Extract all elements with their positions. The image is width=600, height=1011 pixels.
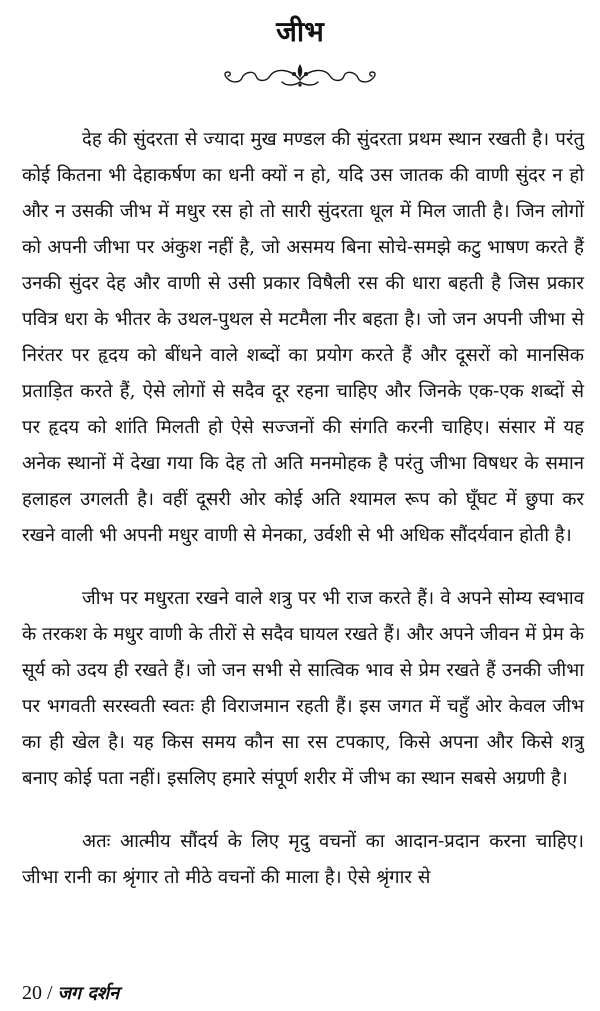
page-footer [22,980,119,1007]
scroll-flourish-icon [220,60,380,92]
footer-separator: / [47,982,53,1004]
article-body [22,122,584,896]
paragraph-3: अतः आत्मीय सौंदर्य के लिए मृदु वचनों का आदान-प्रदान करना चाहिए। जीभा रानी का श्रृंगार तो मीठे वचनों की माला है। ऐसे श्रृंगार से [22,831,584,888]
page-number: 20 [22,982,42,1004]
page-title: जीभ [276,15,324,48]
paragraph-1: देह की सुंदरता से ज्यादा मुख मण्डल की सुंदरता प्रथम स्थान रखती है। परंतु कोई कितना भी देहाकर्षण का धनी क्यों न हो, यदि उस जातक की वाणी सुंदर न हो और न उसकी जीभ में मधुर रस हो तो सारी सुंदरता धूल में मिल जाती है। जिन लोगों को अपनी जीभा पर अंकुश नहीं है, जो असमय बिना सोचे-समझे कटु भाषण करते हैं उनकी सुंदर देह और वाणी से उसी प्रकार विषैली रस की धारा बहती है जिस प्रकार पवित्र धरा के भीतर के उथल-पुथल से मटमैला नीर बहता है। जो जन अपनी जीभा से निरंतर पर हृदय को बींधने वाले शब्दों का प्रयोग करते हैं और दूसरों को मानसिक प्रताड़ित करते हैं, ऐसे लोगों से सदैव दूर रहना चाहिए और जिनके एक-एक शब्दों से पर हृदय को शांति मिलती हो ऐसे सज्जनों की संगति करनी चाहिए। संसार में यह अनेक स्थानों में देखा गया कि देह तो अति मनमोहक है परंतु जीभा विषधर के समान हलाहल उगलती है। वहीं दूसरी ओर कोई अति श्यामल रूप को घूँघट में छुपा कर रखने वाली भी अपनी मधुर वाणी से मेनका, उर्वशी से भी अधिक सौंदर्यवान होती है। [22,129,584,546]
book-title: जग दर्शन [57,983,120,1004]
paragraph-2: जीभ पर मधुरता रखने वाले शत्रु पर भी राज करते हैं। वे अपने सोम्य स्वभाव के तरकश के मधुर वाणी के तीरों से सदैव घायल रखते हैं। और अपने जीवन में प्रेम के सूर्य को उदय ही रखते हैं। जो जन सभी से सात्विक भाव से प्रेम रखते हैं उनकी जीभा पर भगवती सरस्वती स्वतः ही विराजमान रहती हैं। इस जगत में चहुँ ओर केवल जीभ का ही खेल है। यह किस समय कौन सा रस टपकाए, किसे अपना और किसे शत्रु बनाए कोई पता नहीं। इसलिए हमारे संपूर्ण शरीर में जीभ का स्थान सबसे अग्रणी है। [22,588,584,789]
